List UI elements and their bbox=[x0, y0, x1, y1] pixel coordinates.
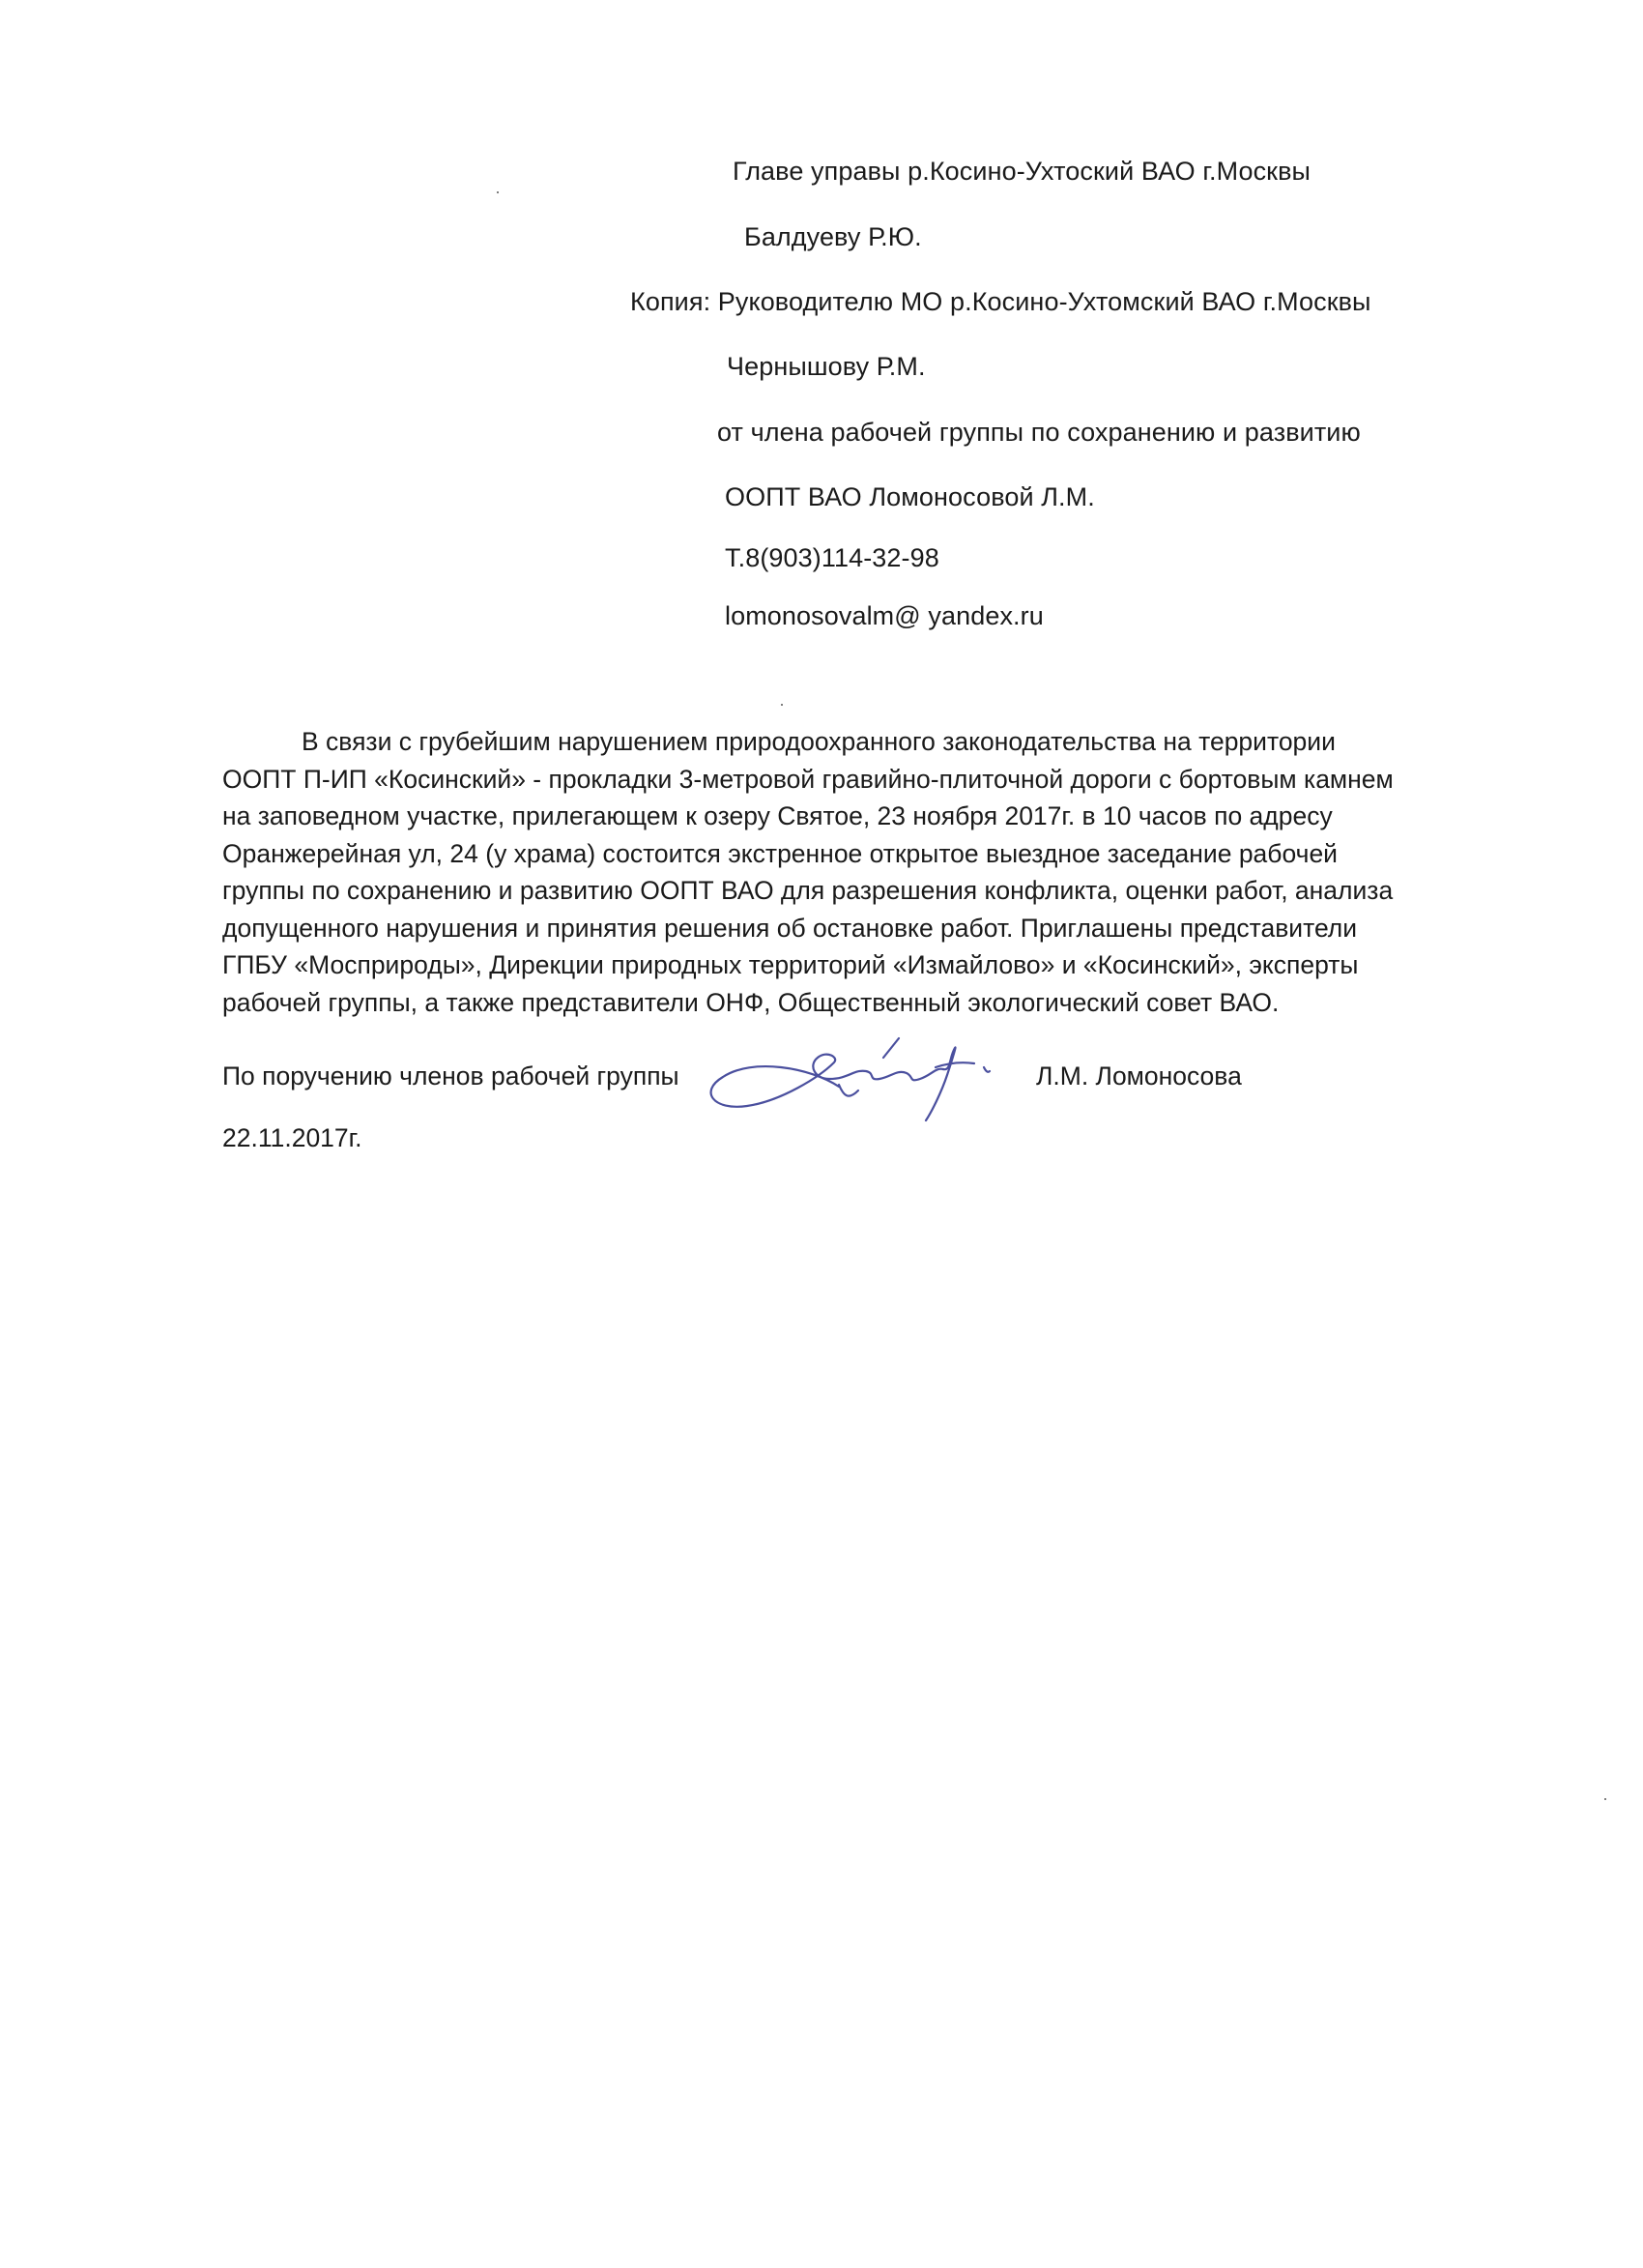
sender-line-1: от члена рабочей группы по сохранению и развитию bbox=[717, 418, 1361, 447]
handwritten-signature bbox=[694, 1029, 1013, 1125]
copy-recipient-name: Чернышову Р.М. bbox=[727, 352, 926, 381]
body-line: Оранжерейная ул, 24 (у храма) состоится экстренное открытое выездное заседание рабочей bbox=[222, 838, 1338, 868]
scan-speck bbox=[781, 704, 783, 706]
body-line: ООПТ П-ИП «Косинский» - прокладки 3-метровой гравийно-плиточной дороги с бортовым камнем bbox=[222, 764, 1394, 794]
copy-recipient-line: Копия: Руководителю МО р.Косино-Ухтомский ВАО г.Москвы bbox=[630, 287, 1371, 316]
addressee-line-1: Главе управы р.Косино-Ухтоский ВАО г.Москвы bbox=[733, 157, 1312, 186]
addressee-line-2: Балдуеву Р.Ю. bbox=[744, 222, 922, 251]
scan-speck bbox=[497, 191, 499, 193]
body-line: группы по сохранению и развитию ООПТ ВАО для разрешения конфликта, оценки работ, анализа bbox=[222, 876, 1394, 905]
sender-email: lomonosovalm@ yandex.ru bbox=[725, 601, 1044, 630]
letter-body bbox=[222, 723, 1430, 1021]
body-line: В связи с грубейшим нарушением природоохранного законодательства на территории bbox=[302, 727, 1336, 756]
body-line: допущенного нарушения и принятия решения об остановке работ. Приглашены представители bbox=[222, 913, 1358, 943]
body-line: рабочей группы, а также представители ОНФ, Общественный экологический совет ВАО. bbox=[222, 987, 1280, 1017]
sender-phone: Т.8(903)114-32-98 bbox=[725, 543, 939, 572]
body-line: на заповедном участке, прилегающем к озеру Святое, 23 ноября 2017г. в 10 часов по адресу bbox=[222, 801, 1333, 830]
scan-speck bbox=[1604, 1798, 1606, 1800]
body-line: ГПБУ «Мосприроды», Дирекции природных территорий «Измайлово» и «Косинский», эксперты bbox=[222, 950, 1359, 979]
signature-caption: По поручению членов рабочей группы bbox=[222, 1061, 679, 1090]
sender-line-2: ООПТ ВАО Ломоносовой Л.М. bbox=[725, 482, 1095, 511]
letter-date: 22.11.2017г. bbox=[222, 1123, 362, 1152]
signer-name: Л.М. Ломоносова bbox=[1036, 1061, 1242, 1090]
